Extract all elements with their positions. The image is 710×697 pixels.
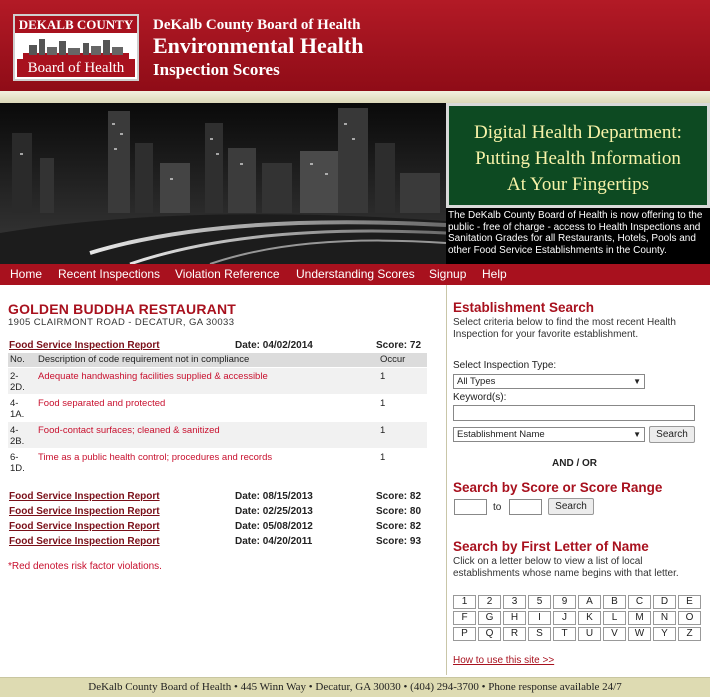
- score-max-input[interactable]: [509, 499, 542, 515]
- how-to-use-link[interactable]: How to use this site >>: [453, 655, 555, 666]
- violation-occur: 1: [378, 421, 427, 448]
- letter-button[interactable]: G: [478, 611, 501, 625]
- violation-occur: 1: [378, 367, 427, 394]
- letter-button[interactable]: V: [603, 627, 626, 641]
- search-field-select[interactable]: [453, 427, 645, 442]
- letter-button[interactable]: N: [653, 611, 676, 625]
- header-org-name: DeKalb County Board of Health: [153, 17, 361, 33]
- letter-button[interactable]: K: [578, 611, 601, 625]
- past-report-date: Date: 08/15/2013: [235, 491, 313, 502]
- letter-button[interactable]: A: [578, 595, 601, 609]
- keyword-search-button[interactable]: Search: [649, 426, 695, 443]
- inspection-type-value: All Types: [457, 376, 496, 387]
- letter-button[interactable]: 9: [553, 595, 576, 609]
- score-min-input[interactable]: [454, 499, 487, 515]
- violations-table: [8, 353, 427, 475]
- letter-search-desc: Click on a letter below to view a list of local establishments whose name begins with that letter.: [453, 556, 679, 579]
- promo-line-1: Digital Health Department:: [474, 122, 682, 143]
- violation-no: 2- 2D.: [8, 367, 36, 394]
- col-description: Description of code requirement not in compliance: [36, 353, 378, 367]
- past-report-date: Date: 04/20/2011: [235, 536, 313, 547]
- violation-occur: 1: [378, 394, 427, 421]
- letter-button[interactable]: 3: [503, 595, 526, 609]
- nav-recent-inspections[interactable]: Recent Inspections: [58, 267, 161, 281]
- past-report-date: Date: 05/08/2012: [235, 521, 313, 532]
- inspection-results: [0, 285, 446, 675]
- letter-button[interactable]: M: [628, 611, 651, 625]
- nav-understanding-scores[interactable]: Understanding Scores: [296, 267, 415, 281]
- violation-row: [8, 367, 427, 394]
- col-occur: Occur: [378, 353, 427, 367]
- and-or-separator: AND / OR: [552, 458, 597, 469]
- risk-factor-footnote: *Red denotes risk factor violations.: [8, 561, 162, 572]
- violation-occur: 1: [378, 448, 427, 475]
- violation-desc: Food-contact surfaces; cleaned & sanitized: [36, 421, 378, 448]
- letter-button[interactable]: S: [528, 627, 551, 641]
- letter-button[interactable]: L: [603, 611, 626, 625]
- past-report-link[interactable]: Food Service Inspection Report: [9, 521, 160, 532]
- inspection-type-label: Select Inspection Type:: [453, 360, 557, 371]
- letter-button[interactable]: D: [653, 595, 676, 609]
- col-no: No.: [8, 353, 36, 367]
- letter-button[interactable]: F: [453, 611, 476, 625]
- search-sidebar: [447, 285, 710, 675]
- inspection-type-select[interactable]: [453, 374, 645, 389]
- latest-report-row: [9, 340, 427, 354]
- letter-button[interactable]: Y: [653, 627, 676, 641]
- past-report-score: Score: 82: [376, 521, 422, 532]
- logo-top-text: DEKALB COUNTY: [15, 16, 137, 33]
- violation-row: [8, 448, 427, 475]
- establishment-search-desc: Select criteria below to find the most recent Health Inspection for your favorite establishment.: [453, 317, 676, 340]
- letter-button[interactable]: Z: [678, 627, 701, 641]
- violation-desc: Time as a public health control; procedures and records: [36, 448, 378, 475]
- letter-button[interactable]: J: [553, 611, 576, 625]
- letter-button[interactable]: E: [678, 595, 701, 609]
- past-report-link[interactable]: Food Service Inspection Report: [9, 491, 160, 502]
- letter-button[interactable]: H: [503, 611, 526, 625]
- violation-row: [8, 394, 427, 421]
- promo-description: The DeKalb County Board of Health is now offering to the public - free of charge - access to Health Inspections and Sanitation Grades for all Restaurants, Hotels, Pools and other Food Service Establishments in the County.: [446, 208, 710, 264]
- dropdown-arrow-icon: ▼: [633, 430, 641, 439]
- past-report-row: [9, 491, 427, 505]
- past-report-link[interactable]: Food Service Inspection Report: [9, 536, 160, 547]
- header-subtitle: Inspection Scores: [153, 60, 280, 79]
- past-report-row: [9, 536, 427, 550]
- nav-signup[interactable]: Signup: [429, 267, 467, 281]
- past-report-score: Score: 82: [376, 491, 422, 502]
- letter-button[interactable]: C: [628, 595, 651, 609]
- letter-button[interactable]: 5: [528, 595, 551, 609]
- nav-help[interactable]: Help: [482, 267, 507, 281]
- violation-row: [8, 421, 427, 448]
- logo-skyline-icon: [23, 35, 129, 61]
- promo-line-3: At Your Fingertips: [507, 174, 649, 195]
- header-stripe: [0, 91, 710, 103]
- violation-no: 6- 1D.: [8, 448, 36, 475]
- city-night-photo: [0, 103, 446, 264]
- latest-report-link[interactable]: Food Service Inspection Report: [9, 340, 160, 351]
- keyword-input[interactable]: [453, 405, 695, 421]
- violation-no: 4- 2B.: [8, 421, 36, 448]
- nav-home[interactable]: Home: [10, 267, 43, 281]
- violation-desc: Food separated and protected: [36, 394, 378, 421]
- restaurant-address: 1905 CLAIRMONT ROAD - DECATUR, GA 30033: [8, 317, 235, 328]
- promo-panel: [446, 103, 710, 208]
- violation-desc: Adequate handwashing facilities supplied & accessible: [36, 367, 378, 394]
- letter-button[interactable]: 2: [478, 595, 501, 609]
- main-nav: [0, 264, 710, 285]
- search-field-value: Establishment Name: [457, 429, 545, 440]
- promo-line-2: Putting Health Information: [475, 148, 681, 169]
- dropdown-arrow-icon: ▼: [633, 377, 641, 386]
- letter-button[interactable]: 1: [453, 595, 476, 609]
- site-header: [0, 0, 710, 91]
- past-report-row: [9, 521, 427, 535]
- logo-bottom-text: Board of Health: [17, 59, 135, 77]
- letter-button[interactable]: T: [553, 627, 576, 641]
- past-report-score: Score: 80: [376, 506, 422, 517]
- letter-search-title: Search by First Letter of Name: [453, 539, 649, 554]
- violations-header-row: [8, 353, 427, 367]
- dekalb-logo[interactable]: [13, 14, 139, 81]
- violation-no: 4- 1A.: [8, 394, 36, 421]
- letter-button[interactable]: W: [628, 627, 651, 641]
- past-report-date: Date: 02/25/2013: [235, 506, 313, 517]
- keyword-label: Keyword(s):: [453, 392, 507, 403]
- letter-button[interactable]: Q: [478, 627, 501, 641]
- latest-report-date: Date: 04/02/2014: [235, 340, 313, 351]
- past-report-link[interactable]: Food Service Inspection Report: [9, 506, 160, 517]
- site-footer: DeKalb County Board of Health • 445 Winn Way • Decatur, GA 30030 • (404) 294-3700 • Phone response available 24/7: [0, 677, 710, 697]
- score-to-label: to: [493, 502, 502, 513]
- letter-button[interactable]: P: [453, 627, 476, 641]
- page-title: Environmental Health: [153, 33, 364, 58]
- establishment-search-title: Establishment Search: [453, 300, 595, 315]
- banner: [0, 103, 710, 264]
- letter-button[interactable]: I: [528, 611, 551, 625]
- letter-button[interactable]: R: [503, 627, 526, 641]
- score-search-title: Search by Score or Score Range: [453, 480, 663, 495]
- score-search-button[interactable]: Search: [548, 498, 594, 515]
- restaurant-name: GOLDEN BUDDHA RESTAURANT: [8, 301, 237, 317]
- past-report-row: [9, 506, 427, 520]
- letter-button[interactable]: O: [678, 611, 701, 625]
- letter-button[interactable]: B: [603, 595, 626, 609]
- letter-button[interactable]: U: [578, 627, 601, 641]
- nav-violation-reference[interactable]: Violation Reference: [175, 267, 280, 281]
- latest-report-score: Score: 72: [376, 340, 422, 351]
- past-report-score: Score: 93: [376, 536, 422, 547]
